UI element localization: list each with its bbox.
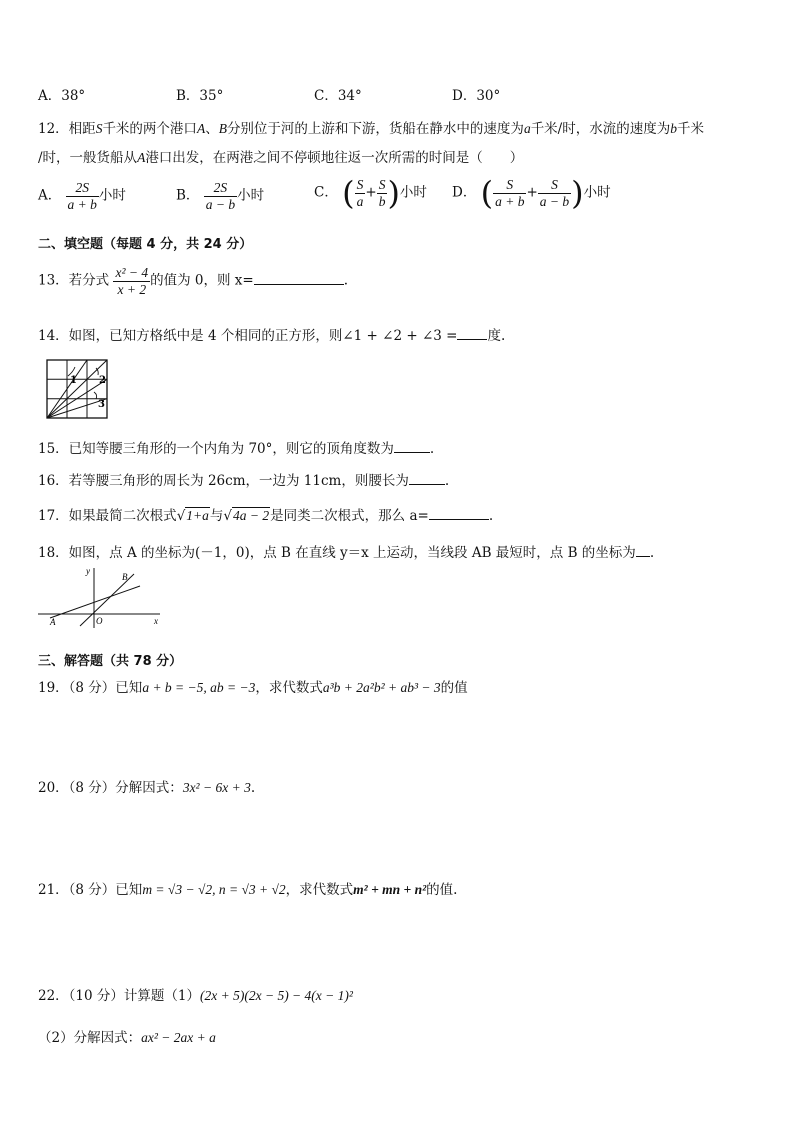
q16: 16．若等腰三角形的周长为 26cm，一边为 11cm，则腰长为 . [38, 473, 450, 489]
q11-option-d: D．30° [452, 88, 501, 104]
q12-option-b: B． $\frac{2S}{a - b}$ 小时 [176, 180, 265, 212]
q12-line2: /时，一般货船从A港口出发，在两港之间不停顿地往返一次所需的时间是（ ） [38, 150, 524, 166]
q22-part1: 22．（10 分）计算题（1）(2x + 5)(2x − 5) − 4(x − 1)² [38, 988, 353, 1004]
sqrt-sign-icon: √ [223, 508, 233, 524]
q15: 15．已知等腰三角形的一个内角为 70°，则它的顶角度数为 . [38, 441, 435, 457]
q11-option-c: C．34° [314, 88, 362, 104]
q14-angle-label-1: 1 [70, 375, 77, 386]
q13: 13．若分式 $\frac{\text{x² − 4}}{x + 2}$ 的值为 0，则 x= . [38, 265, 349, 297]
q18: 18．如图，点 A 的坐标为(－1，0)，点 B 在直线 y＝x 上运动，当线段 AB 最短时，点 B 的坐标为 . [38, 545, 655, 561]
q16-answer-blank[interactable] [409, 472, 445, 485]
q18-label-b: B [122, 572, 128, 582]
q18-label-x: x [154, 616, 158, 626]
q12-option-a: A． $\frac{2S}{a + b}$ 小时 [38, 180, 126, 212]
q12-option-c: C． ( $\frac{S}{a}$ + $\frac{S}{b}$ )小时 [314, 174, 427, 213]
q14-answer-blank[interactable] [457, 327, 487, 340]
q12-line1: 12．相距S千米的两个港口A、B分别位于河的上游和下游，货船在静水中的速度为a千米/时，水流的速度为b千米 [38, 121, 704, 137]
q11-option-b: B．35° [176, 88, 224, 104]
q18-answer-blank[interactable] [636, 544, 650, 557]
q17: 17．如果最简二次根式√1+a与√4a − 2是同类二次根式，那么 a= . [38, 508, 494, 524]
q18-label-y: y [86, 566, 90, 576]
sqrt-sign-icon: √ [176, 508, 186, 524]
q14-angle-label-2: 2 [99, 375, 106, 386]
q20: 20．（8 分）分解因式：3x² − 6x + 3. [38, 780, 256, 796]
q17-answer-blank[interactable] [429, 507, 489, 520]
q21: 21．（8 分）已知m = √3 − √2, n = √3 + √2，求代数式m² + mn + n²的值. [38, 882, 458, 898]
section-solve-title: 三、解答题（共 78 分） [38, 654, 183, 669]
q13-answer-blank[interactable] [254, 272, 344, 285]
q12-option-d: D． ( $\frac{S}{a + b}$ + $\frac{S}{a - b}$ )小时 [452, 174, 611, 213]
q18-coordinate-figure [36, 562, 164, 630]
q18-label-o: O [96, 616, 103, 626]
section-fill-in-title: 二、填空题（每题 4 分，共 24 分） [38, 237, 253, 252]
q22-part2: （2）分解因式：ax² − 2ax + a [38, 1030, 216, 1046]
q18-label-a: A [50, 617, 56, 627]
q15-answer-blank[interactable] [394, 440, 430, 453]
q14: 14．如图，已知方格纸中是 4 个相同的正方形，则∠1 + ∠2 + ∠3 = 度. [38, 328, 506, 344]
q19: 19．（8 分）已知a + b = −5, ab = −3，求代数式a³b + 2a²b² + ab³ − 3的值 [38, 680, 468, 696]
q11-option-a: A．38° [38, 88, 86, 104]
q14-grid-figure [45, 358, 109, 420]
q14-angle-label-3: 3 [98, 399, 105, 410]
